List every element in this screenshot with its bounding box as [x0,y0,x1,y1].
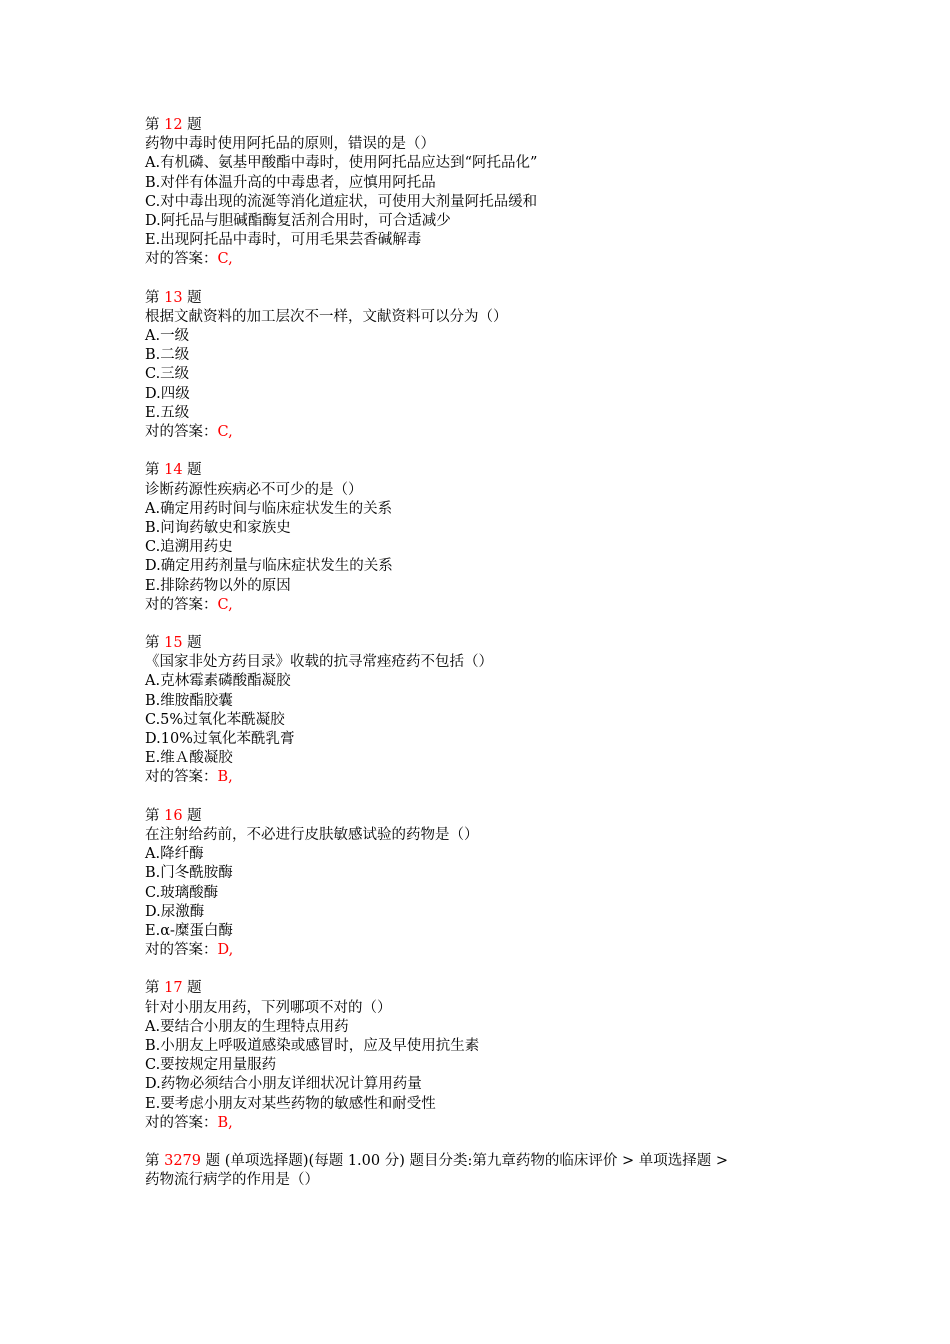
question-block [145,116,810,270]
option: E.五级 [145,404,190,421]
question-block [145,1152,810,1190]
answer-line: 对的答案：B, [145,769,233,786]
question-block [145,289,810,443]
option: A.有机磷、氨基甲酸酯中毒时，使用阿托品应达到“阿托品化” [145,155,538,172]
option: A.确定用药时间与临床症状发生的关系 [145,500,393,517]
option: C.要按规定用量服药 [145,1057,277,1074]
question-stem: 药物流行病学的作用是（） [145,1172,319,1189]
question-block [145,807,810,961]
answer-line: 对的答案：C, [145,251,233,268]
option: E.排除药物以外的原因 [145,577,291,594]
option: B.门冬酰胺酶 [145,865,233,882]
option: A.一级 [145,328,190,345]
option: C.三级 [145,366,190,383]
option: D.10%过氧化苯酰乳膏 [145,731,295,747]
option: D.阿托品与胆碱酯酶复活剂合用时，可合适减少 [145,212,451,229]
option: B.二级 [145,347,190,364]
question-block [145,461,810,615]
question-number: 13 [164,289,183,306]
option: C.对中毒出现的流涎等消化道症状，可使用大剂量阿托品缓和 [145,193,538,210]
option: E.出现阿托品中毒时，可用毛果芸香碱解毒 [145,232,422,249]
option: B.问询药敏史和家族史 [145,519,291,536]
option: E.维Ａ酸凝胶 [145,750,233,767]
question-stem: 《国家非处方药目录》收载的抗寻常痤疮药不包括（） [145,654,493,671]
question-number: 15 [164,635,183,652]
question-header: 第 15 题 [145,635,202,652]
question-number: 16 [164,807,183,824]
option: D.尿激酶 [145,903,205,920]
document-body [145,116,810,1191]
answer-value: B, [217,769,233,786]
option: D.药物必须结合小朋友详细状况计算用药量 [145,1076,422,1093]
answer-value: C, [217,424,233,440]
answer-value: B, [217,1114,233,1131]
question-number: 12 [164,117,183,133]
question-meta: 题 (单项选择题)(每题 1.00 分) 题目分类:第九章药物的临床评价 > 单项选择题 > [201,1153,728,1170]
question-header: 第 12 题 [145,117,202,133]
option: A.克林霉素磷酸酯凝胶 [145,673,291,690]
question-stem: 药物中毒时使用阿托品的原则，错误的是（） [145,136,435,153]
question-number: 14 [164,462,183,479]
option: D.确定用药剂量与临床症状发生的关系 [145,558,393,575]
question-header: 第 17 题 [145,980,202,997]
question-header: 第 14 题 [145,462,202,479]
question-number: 17 [164,980,183,997]
option: E.要考虑小朋友对某些药物的敏感性和耐受性 [145,1095,436,1112]
question-stem: 根据文献资料的加工层次不一样，文献资料可以分为（） [145,308,508,325]
answer-line: 对的答案：B, [145,1114,233,1131]
option: C.追溯用药史 [145,539,233,556]
option: E.α-糜蛋白酶 [145,922,233,939]
answer-value: C, [217,251,233,268]
question-stem: 在注射给药前，不必进行皮肤敏感试验的药物是（） [145,826,479,843]
option: D.四级 [145,385,190,402]
answer-value: D, [217,942,234,959]
answer-line: 对的答案：D, [145,942,234,959]
option: C.玻璃酸酶 [145,884,219,901]
question-stem: 诊断药源性疾病必不可少的是（） [145,481,363,498]
option: A.要结合小朋友的生理特点用药 [145,1018,349,1035]
answer-line: 对的答案：C, [145,596,233,613]
question-header: 第 13 题 [145,289,202,306]
question-stem: 针对小朋友用药，下列哪项不对的（） [145,999,392,1016]
question-block [145,979,810,1133]
answer-value: C, [217,596,233,613]
option: B.维胺酯胶囊 [145,692,233,709]
question-header: 第 3279 题 (单项选择题)(每题 1.00 分) 题目分类:第九章药物的临床评价 > 单项选择题 > [145,1153,728,1170]
answer-line: 对的答案：C, [145,424,233,440]
question-header: 第 16 题 [145,807,202,824]
option: A.降纤酶 [145,846,204,863]
option: B.对伴有体温升高的中毒患者，应慎用阿托品 [145,174,436,191]
option: C.5%过氧化苯酰凝胶 [145,711,285,728]
question-number: 3279 [164,1153,202,1170]
option: B.小朋友上呼吸道感染或感冒时，应及早使用抗生素 [145,1038,480,1054]
question-block [145,634,810,788]
